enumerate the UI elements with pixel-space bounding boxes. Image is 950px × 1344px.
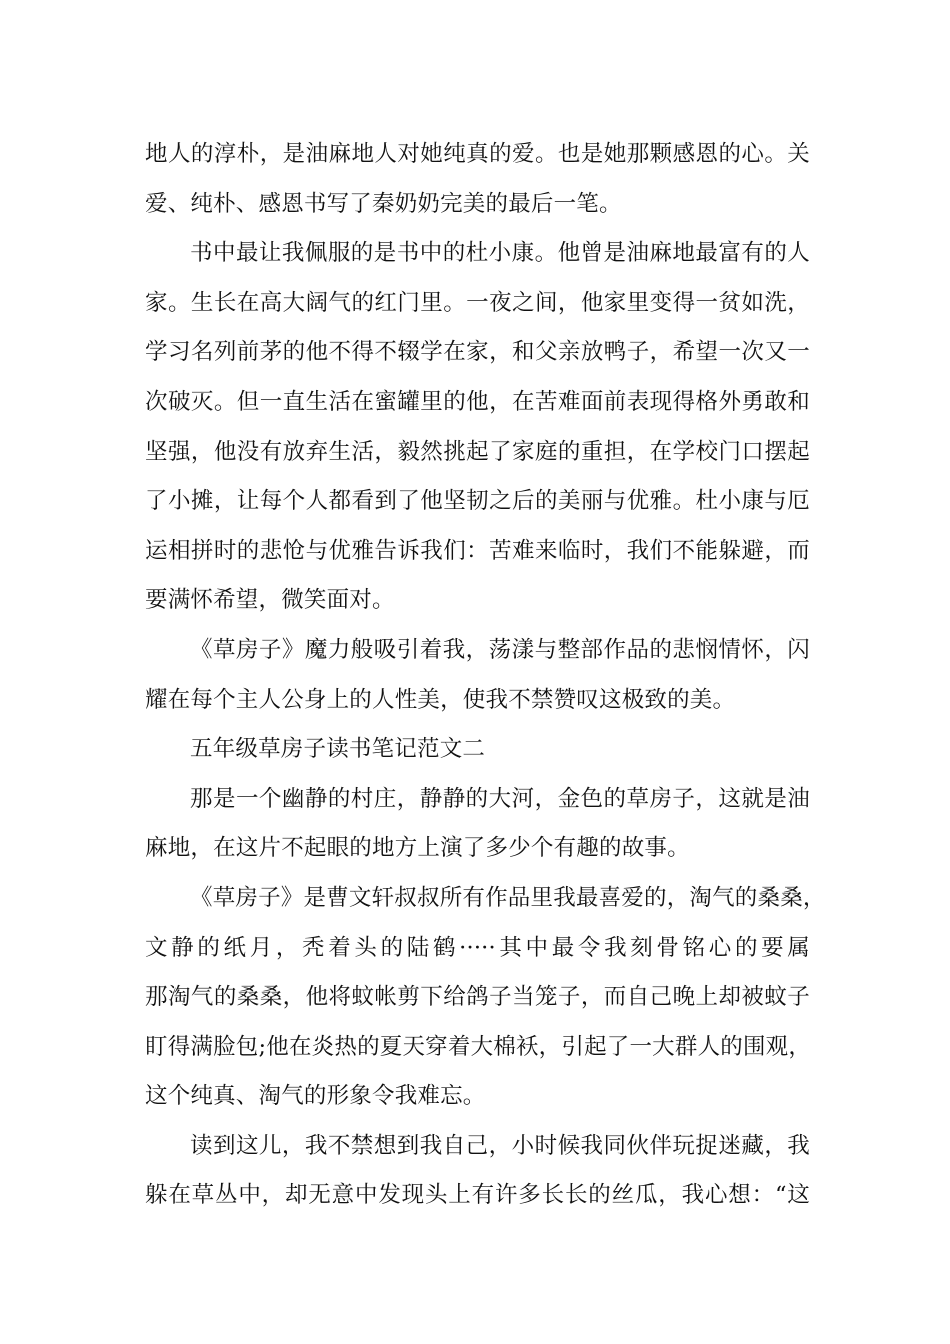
text-line: 文静的纸月，秃着头的陆鹤·····其中最令我刻骨铭心的要属 <box>145 934 810 961</box>
text-line: 要满怀希望，微笑面对。 <box>145 587 395 614</box>
text-line: 耀在每个主人公身上的人性美，使我不禁赞叹这极致的美。 <box>145 686 736 713</box>
text-line: 读到这儿，我不禁想到我自己，小时候我同伙伴玩捉迷藏，我 <box>190 1132 810 1159</box>
text-line: 学习名列前茅的他不得不辍学在家，和父亲放鸭子，希望一次又一 <box>145 339 810 366</box>
text-line: 爱、纯朴、感恩书写了秦奶奶完美的最后一笔。 <box>145 190 622 217</box>
text-line: 次破灭。但一直生活在蜜罐里的他，在苦难面前表现得格外勇敢和 <box>145 388 810 415</box>
text-line: 那是一个幽静的村庄，静静的大河，金色的草房子，这就是油 <box>190 785 810 812</box>
text-line: 《草房子》是曹文轩叔叔所有作品里我最喜爱的，淘气的桑桑， <box>190 884 826 911</box>
section-heading: 五年级草房子读书笔记范文二 <box>190 736 486 763</box>
text-line: 这个纯真、淘气的形象令我难忘。 <box>145 1083 486 1110</box>
text-line: 了小摊，让每个人都看到了他坚韧之后的美丽与优雅。杜小康与厄 <box>145 488 810 515</box>
text-line: 麻地，在这片不起眼的地方上演了多少个有趣的故事。 <box>145 835 690 862</box>
text-line: 书中最让我佩服的是书中的杜小康。他曾是油麻地最富有的人 <box>190 240 810 267</box>
text-line: 躲在草丛中，却无意中发现头上有许多长长的丝瓜，我心想：“这 <box>145 1182 810 1209</box>
text-line: 运相拼时的悲怆与优雅告诉我们：苦难来临时，我们不能躲避，而 <box>145 537 810 564</box>
text-line: 地人的淳朴，是油麻地人对她纯真的爱。也是她那颗感恩的心。关 <box>145 141 810 167</box>
document-body <box>145 130 826 1221</box>
text-line: 那淘气的桑桑，他将蚊帐剪下给鸽子当笼子，而自己晚上却被蚊子 <box>145 984 810 1011</box>
text-line: 坚强，他没有放弃生活，毅然挑起了家庭的重担，在学校门口摆起 <box>145 438 810 465</box>
text-line: 盯得满脸包;他在炎热的夏天穿着大棉袄，引起了一大群人的围观， <box>145 1033 812 1060</box>
text-line: 家。生长在高大阔气的红门里。一夜之间，他家里变得一贫如洗， <box>145 289 810 316</box>
text-line: 《草房子》魔力般吸引着我，荡漾与整部作品的悲悯情怀，闪 <box>190 636 810 663</box>
